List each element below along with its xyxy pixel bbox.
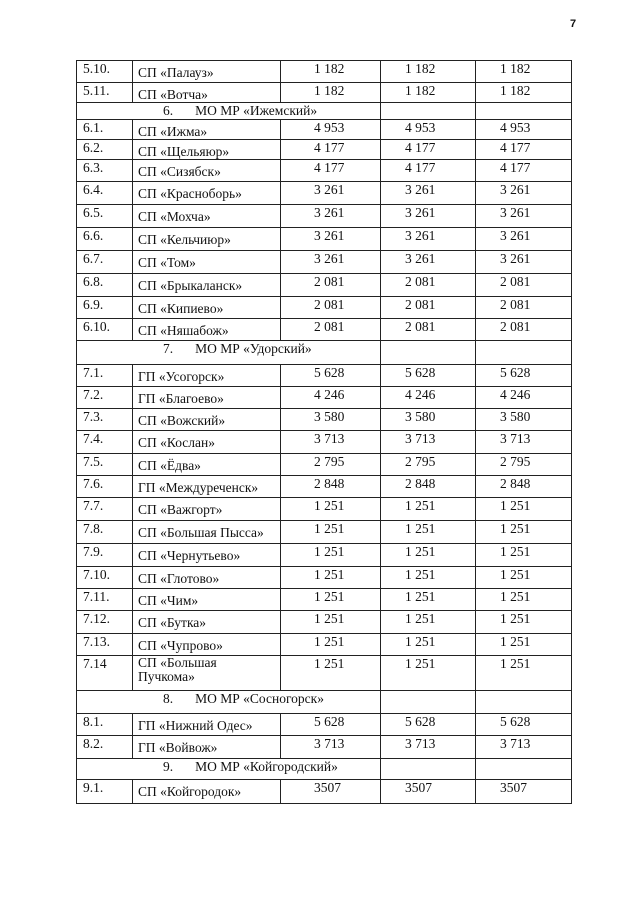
- value-year-3: 4 177: [476, 140, 572, 160]
- value-year-1: 3 261: [281, 205, 381, 228]
- value-year-2: 3 261: [381, 205, 476, 228]
- section-name: МО МР «Удорский»: [195, 341, 312, 356]
- value-year-1: 1 251: [281, 567, 381, 589]
- table-row: [77, 476, 572, 498]
- value-year-3: 1 251: [476, 521, 572, 544]
- settlement-name: СП «Сизябск»: [133, 160, 281, 182]
- row-number: 5.10.: [77, 61, 133, 83]
- value-year-3: 1 251: [476, 589, 572, 611]
- table-row: [77, 160, 572, 182]
- value-year-2: 2 081: [381, 274, 476, 297]
- table-row: [77, 319, 572, 341]
- section-title: [77, 691, 381, 714]
- value-year-2: 3 713: [381, 736, 476, 759]
- value-year-2: 1 251: [381, 567, 476, 589]
- row-number: 7.8.: [77, 521, 133, 544]
- row-number: 6.5.: [77, 205, 133, 228]
- row-number: 6.2.: [77, 140, 133, 160]
- value-year-3: 2 081: [476, 274, 572, 297]
- value-year-2: 3 261: [381, 182, 476, 205]
- value-year-2: 3 261: [381, 228, 476, 251]
- value-year-2: 1 251: [381, 544, 476, 567]
- section-title: [77, 759, 381, 780]
- section-index: 9.: [163, 759, 174, 774]
- value-year-2: 1 251: [381, 521, 476, 544]
- section-index: 6.: [163, 103, 174, 118]
- value-year-2: 1 251: [381, 634, 476, 656]
- value-year-2: 4 246: [381, 387, 476, 409]
- table-row: [77, 140, 572, 160]
- settlement-name: СП «Чернутьево»: [133, 544, 281, 567]
- section-header-row: [77, 759, 572, 780]
- settlement-name: СП «Большая Пысса»: [133, 521, 281, 544]
- empty-cell: [476, 691, 572, 714]
- value-year-2: 2 848: [381, 476, 476, 498]
- table-row: [77, 454, 572, 476]
- table-row: [77, 656, 572, 691]
- section-title: [77, 341, 381, 365]
- value-year-3: 2 081: [476, 297, 572, 319]
- row-number: 9.1.: [77, 780, 133, 804]
- settlement-name: СП «Ёдва»: [133, 454, 281, 476]
- settlement-name: СП «Том»: [133, 251, 281, 274]
- value-year-1: 5 628: [281, 714, 381, 736]
- value-year-3: 3 713: [476, 736, 572, 759]
- value-year-3: 3507: [476, 780, 572, 804]
- value-year-1: 3 713: [281, 431, 381, 454]
- table-row: [77, 634, 572, 656]
- value-year-3: 3 261: [476, 205, 572, 228]
- settlement-name: СП «Вожский»: [133, 409, 281, 431]
- row-number: 7.7.: [77, 498, 133, 521]
- settlement-name: СП «Кельчиюр»: [133, 228, 281, 251]
- value-year-1: 2 081: [281, 297, 381, 319]
- settlement-name: СП «Большая Пучкома»: [133, 656, 281, 691]
- row-number: 7.6.: [77, 476, 133, 498]
- value-year-2: 3 580: [381, 409, 476, 431]
- row-number: 6.3.: [77, 160, 133, 182]
- value-year-3: 1 182: [476, 83, 572, 103]
- section-title: [77, 103, 381, 120]
- value-year-1: 3 261: [281, 228, 381, 251]
- value-year-2: 2 081: [381, 297, 476, 319]
- value-year-3: 1 182: [476, 61, 572, 83]
- row-number: 7.2.: [77, 387, 133, 409]
- settlement-name: СП «Брыкаланск»: [133, 274, 281, 297]
- settlement-name: СП «Кослан»: [133, 431, 281, 454]
- row-number: 7.14: [77, 656, 133, 691]
- table-row: [77, 780, 572, 804]
- settlement-name: СП «Кипиево»: [133, 297, 281, 319]
- value-year-2: 2 795: [381, 454, 476, 476]
- row-number: 8.1.: [77, 714, 133, 736]
- value-year-1: 1 182: [281, 83, 381, 103]
- value-year-3: 1 251: [476, 544, 572, 567]
- settlement-name: СП «Чим»: [133, 589, 281, 611]
- value-year-1: 2 081: [281, 319, 381, 341]
- value-year-1: 5 628: [281, 365, 381, 387]
- value-year-1: 1 182: [281, 61, 381, 83]
- value-year-2: 2 081: [381, 319, 476, 341]
- empty-cell: [476, 341, 572, 365]
- row-number: 7.13.: [77, 634, 133, 656]
- allocation-table: [76, 60, 572, 804]
- value-year-3: 1 251: [476, 656, 572, 691]
- value-year-1: 1 251: [281, 656, 381, 691]
- value-year-2: 1 182: [381, 61, 476, 83]
- settlement-name: ГП «Войвож»: [133, 736, 281, 759]
- section-name: МО МР «Ижемский»: [195, 103, 318, 118]
- empty-cell: [381, 759, 476, 780]
- table-row: [77, 251, 572, 274]
- settlement-name: СП «Койгородок»: [133, 780, 281, 804]
- value-year-3: 2 081: [476, 319, 572, 341]
- value-year-2: 1 182: [381, 83, 476, 103]
- row-number: 6.8.: [77, 274, 133, 297]
- value-year-1: 4 953: [281, 120, 381, 140]
- table-row: [77, 228, 572, 251]
- value-year-3: 4 953: [476, 120, 572, 140]
- value-year-2: 4 177: [381, 140, 476, 160]
- value-year-3: 1 251: [476, 634, 572, 656]
- table-row: [77, 567, 572, 589]
- value-year-2: 5 628: [381, 714, 476, 736]
- table-row: [77, 182, 572, 205]
- value-year-1: 1 251: [281, 498, 381, 521]
- table-row: [77, 274, 572, 297]
- settlement-name: СП «Щельяюр»: [133, 140, 281, 160]
- settlement-name: ГП «Междуреченск»: [133, 476, 281, 498]
- value-year-2: 4 177: [381, 160, 476, 182]
- empty-cell: [476, 103, 572, 120]
- settlement-name: СП «Красноборь»: [133, 182, 281, 205]
- value-year-1: 1 251: [281, 589, 381, 611]
- value-year-1: 2 081: [281, 274, 381, 297]
- value-year-3: 3 261: [476, 251, 572, 274]
- table-row: [77, 544, 572, 567]
- section-header-row: [77, 341, 572, 365]
- row-number: 5.11.: [77, 83, 133, 103]
- value-year-1: 4 177: [281, 160, 381, 182]
- value-year-2: 3 713: [381, 431, 476, 454]
- section-header-row: [77, 691, 572, 714]
- value-year-1: 1 251: [281, 634, 381, 656]
- row-number: 8.2.: [77, 736, 133, 759]
- settlement-name: СП «Чупрово»: [133, 634, 281, 656]
- empty-cell: [381, 691, 476, 714]
- section-index: 8.: [163, 691, 174, 706]
- value-year-1: 3507: [281, 780, 381, 804]
- table-row: [77, 736, 572, 759]
- table-row: [77, 431, 572, 454]
- value-year-3: 3 580: [476, 409, 572, 431]
- table-row: [77, 498, 572, 521]
- section-name: МО МР «Койгородский»: [195, 759, 338, 774]
- row-number: 6.7.: [77, 251, 133, 274]
- settlement-name: ГП «Усогорск»: [133, 365, 281, 387]
- table-row: [77, 83, 572, 103]
- table-row: [77, 589, 572, 611]
- value-year-1: 2 848: [281, 476, 381, 498]
- value-year-3: 2 795: [476, 454, 572, 476]
- row-number: 7.3.: [77, 409, 133, 431]
- row-number: 7.1.: [77, 365, 133, 387]
- row-number: 6.9.: [77, 297, 133, 319]
- settlement-name: СП «Ижма»: [133, 120, 281, 140]
- value-year-1: 3 580: [281, 409, 381, 431]
- settlement-name: СП «Мохча»: [133, 205, 281, 228]
- value-year-3: 5 628: [476, 365, 572, 387]
- table-row: [77, 714, 572, 736]
- value-year-1: 1 251: [281, 544, 381, 567]
- value-year-1: 3 261: [281, 182, 381, 205]
- value-year-3: 3 261: [476, 228, 572, 251]
- settlement-name: ГП «Благоево»: [133, 387, 281, 409]
- value-year-3: 3 261: [476, 182, 572, 205]
- table-row: [77, 409, 572, 431]
- section-header-row: [77, 103, 572, 120]
- row-number: 7.12.: [77, 611, 133, 634]
- value-year-3: 4 177: [476, 160, 572, 182]
- value-year-3: 1 251: [476, 498, 572, 521]
- table-row: [77, 611, 572, 634]
- table-row: [77, 521, 572, 544]
- value-year-3: 3 713: [476, 431, 572, 454]
- value-year-1: 2 795: [281, 454, 381, 476]
- value-year-2: 1 251: [381, 589, 476, 611]
- table-row: [77, 61, 572, 83]
- value-year-2: 1 251: [381, 611, 476, 634]
- row-number: 6.4.: [77, 182, 133, 205]
- row-number: 7.5.: [77, 454, 133, 476]
- table-row: [77, 205, 572, 228]
- value-year-2: 1 251: [381, 656, 476, 691]
- section-name: МО МР «Сосногорск»: [195, 691, 324, 706]
- settlement-name: СП «Бутка»: [133, 611, 281, 634]
- value-year-2: 5 628: [381, 365, 476, 387]
- settlement-name: СП «Палауз»: [133, 61, 281, 83]
- value-year-1: 4 246: [281, 387, 381, 409]
- row-number: 6.1.: [77, 120, 133, 140]
- value-year-3: 4 246: [476, 387, 572, 409]
- row-number: 7.11.: [77, 589, 133, 611]
- row-number: 7.10.: [77, 567, 133, 589]
- row-number: 7.9.: [77, 544, 133, 567]
- settlement-name: СП «Глотово»: [133, 567, 281, 589]
- empty-cell: [381, 341, 476, 365]
- value-year-3: 1 251: [476, 611, 572, 634]
- empty-cell: [381, 103, 476, 120]
- value-year-1: 1 251: [281, 611, 381, 634]
- row-number: 6.10.: [77, 319, 133, 341]
- table-row: [77, 297, 572, 319]
- empty-cell: [476, 759, 572, 780]
- table-body: [77, 61, 572, 804]
- table-row: [77, 365, 572, 387]
- settlement-name: СП «Няшабож»: [133, 319, 281, 341]
- row-number: 7.4.: [77, 431, 133, 454]
- page-number: 7: [570, 18, 577, 30]
- value-year-3: 2 848: [476, 476, 572, 498]
- value-year-3: 5 628: [476, 714, 572, 736]
- value-year-2: 4 953: [381, 120, 476, 140]
- table-row: [77, 120, 572, 140]
- row-number: 6.6.: [77, 228, 133, 251]
- value-year-2: 3507: [381, 780, 476, 804]
- value-year-1: 4 177: [281, 140, 381, 160]
- value-year-2: 1 251: [381, 498, 476, 521]
- value-year-2: 3 261: [381, 251, 476, 274]
- value-year-1: 3 261: [281, 251, 381, 274]
- settlement-name: ГП «Нижний Одес»: [133, 714, 281, 736]
- settlement-name: СП «Вотча»: [133, 83, 281, 103]
- value-year-1: 3 713: [281, 736, 381, 759]
- section-index: 7.: [163, 341, 174, 356]
- table-row: [77, 387, 572, 409]
- settlement-name: СП «Важгорт»: [133, 498, 281, 521]
- value-year-1: 1 251: [281, 521, 381, 544]
- value-year-3: 1 251: [476, 567, 572, 589]
